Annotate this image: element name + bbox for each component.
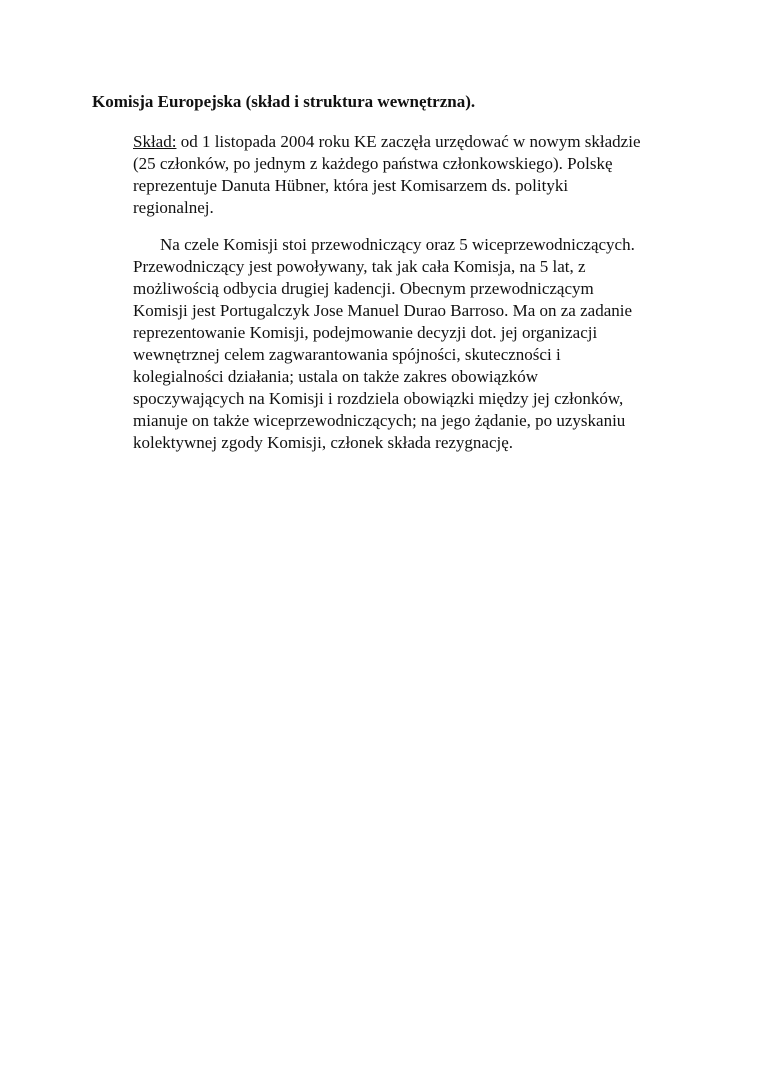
paragraph-line: wewnętrznej celem zagwarantowania spójności, skuteczności i [133,345,561,364]
paragraph-line: spoczywających na Komisji i rozdziela obowiązki między jej członków, [133,389,624,408]
paragraph-line: (25 członków, po jednym z każdego państwa członkowskiego). Polskę [133,154,613,173]
paragraph-line: kolegialności działania; ustala on także zakres obowiązków [133,367,539,386]
paragraph-line: kolektywnej zgody Komisji, członek składa rezygnację. [133,433,514,452]
paragraph-line [133,131,693,153]
document-title: Komisja Europejska (skład i struktura wewnętrzna). [92,92,476,111]
paragraph-president [133,234,693,454]
paragraph-line: mianuje on także wiceprzewodniczących; na jego żądanie, po uzyskaniu [133,411,626,430]
paragraph-line: reprezentuje Danuta Hübner, która jest Komisarzem ds. polityki [133,176,569,195]
composition-text: od 1 listopada 2004 roku KE zaczęła urzędować w nowym składzie [176,132,641,151]
paragraph-line: Przewodniczący jest powoływany, tak jak cała Komisja, na 5 lat, z [133,257,586,276]
paragraph-line: możliwością odbycia drugiej kadencji. Obecnym przewodniczącym [133,279,594,298]
paragraph-line: reprezentowanie Komisji, podejmowanie decyzji dot. jej organizacji [133,323,598,342]
paragraph-line: regionalnej. [133,198,214,217]
paragraph-composition [133,131,693,219]
paragraph-line: Komisji jest Portugalczyk Jose Manuel Durao Barroso. Ma on za zadanie [133,301,633,320]
paragraph-line: Na czele Komisji stoi przewodniczący oraz 5 wiceprzewodniczących. [160,235,635,254]
composition-label: Skład: [133,132,177,151]
